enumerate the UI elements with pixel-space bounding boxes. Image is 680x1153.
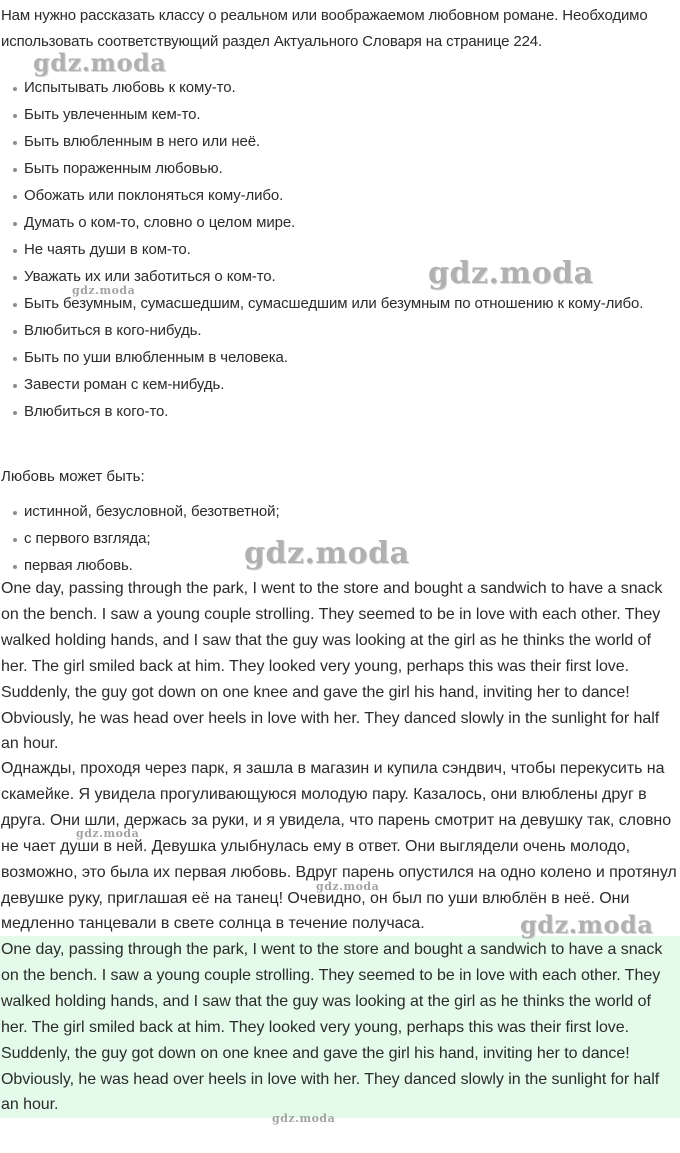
list-item: Быть увлеченным кем-то.	[0, 103, 676, 127]
watermark-logo: gdz.moda	[33, 48, 167, 77]
watermark-logo: gdz.moda	[428, 256, 594, 291]
task-intro: Нам нужно рассказать классу о реальном или воображаемом любовном романе. Необходимо использовать соответствующий раздел Актуального Словаря на странице 224.	[1, 7, 648, 50]
list-item: Завести роман с кем-нибудь.	[0, 373, 676, 397]
list-item: Думать о ком-то, словно о целом мире.	[0, 211, 676, 235]
list-item: Быть пораженным любовью.	[0, 157, 676, 181]
story-russian: Однажды, проходя через парк, я зашла в магазин и купила сэндвич, чтобы перекусить на скамейке. Я увидела прогуливающуюся молодую пару. Казалось, они влюблены друг в друга. Они шли, держась за руки, и я увидела, что парень смотрит на девушку так, словно не чает души в ней. Девушка улыбнулась ему в ответ. Они выглядели очень молодо, возможно, это была их первая любовь. Вдруг парень опустился на одно колено и протянул девушке руку, приглашая её на танец! Очевидно, он был по уши влюблён в неё. Они медленно танцевали в свете солнца в течение получаса.	[1, 760, 677, 933]
list-item: первая любовь.	[0, 554, 676, 578]
list-item: Быть по уши влюбленным в человека.	[0, 346, 676, 370]
watermark-logo: gdz.moda	[76, 827, 140, 840]
list-item: Обожать или поклоняться кому-либо.	[0, 184, 676, 208]
list-item: истинной, безусловной, безответной;	[0, 500, 676, 524]
list-item: Быть безумным, сумасшедшим, сумасшедшим или безумным по отношению к кому-либо.	[0, 292, 676, 316]
list-item: Уважать их или заботиться о ком-то.	[0, 265, 676, 289]
watermark-logo: gdz.moda	[316, 880, 380, 893]
list-item: Влюбиться в кого-нибудь.	[0, 319, 676, 343]
list-item: Испытывать любовь к кому-то.	[0, 76, 676, 100]
watermark-logo: gdz.moda	[244, 536, 410, 571]
watermark-logo: gdz.moda	[272, 1112, 336, 1125]
list-item: с первого взгляда;	[0, 527, 676, 551]
watermark-logo: gdz.moda	[520, 910, 654, 939]
list-item: Быть влюбленным в него или неё.	[0, 130, 676, 154]
list-item: Влюбиться в кого-то.	[0, 400, 676, 424]
answer-block	[0, 936, 680, 1118]
love-types-heading: Любовь может быть:	[1, 468, 145, 485]
story-english: One day, passing through the park, I went to the store and bought a sandwich to have a snack on the bench. I saw a young couple strolling. They seemed to be in love with each other. They walked holding hands, and I saw that the guy was looking at the girl as he thinks the world of her. The girl smiled back at him. They looked very young, perhaps this was their first love. Suddenly, the guy got down on one knee and gave the girl his hand, inviting her to dance! Obviously, he was head over heels in love with her. They danced slowly in the sunlight for half an hour.	[1, 580, 663, 753]
list-item: Не чаять души в ком-то.	[0, 238, 676, 262]
phrase-list	[0, 76, 676, 427]
answer-story-english: One day, passing through the park, I went to the store and bought a sandwich to have a snack on the bench. I saw a young couple strolling. They seemed to be in love with each other. They walked holding hands, and I saw that the guy was looking at the girl as he thinks the world of her. The girl smiled back at him. They looked very young, perhaps this was their first love. Suddenly, the guy got down on one knee and gave the girl his hand, inviting her to dance! Obviously, he was head over heels in love with her. They danced slowly in the sunlight for half an hour.	[1, 941, 663, 1114]
watermark-logo: gdz.moda	[72, 284, 136, 297]
